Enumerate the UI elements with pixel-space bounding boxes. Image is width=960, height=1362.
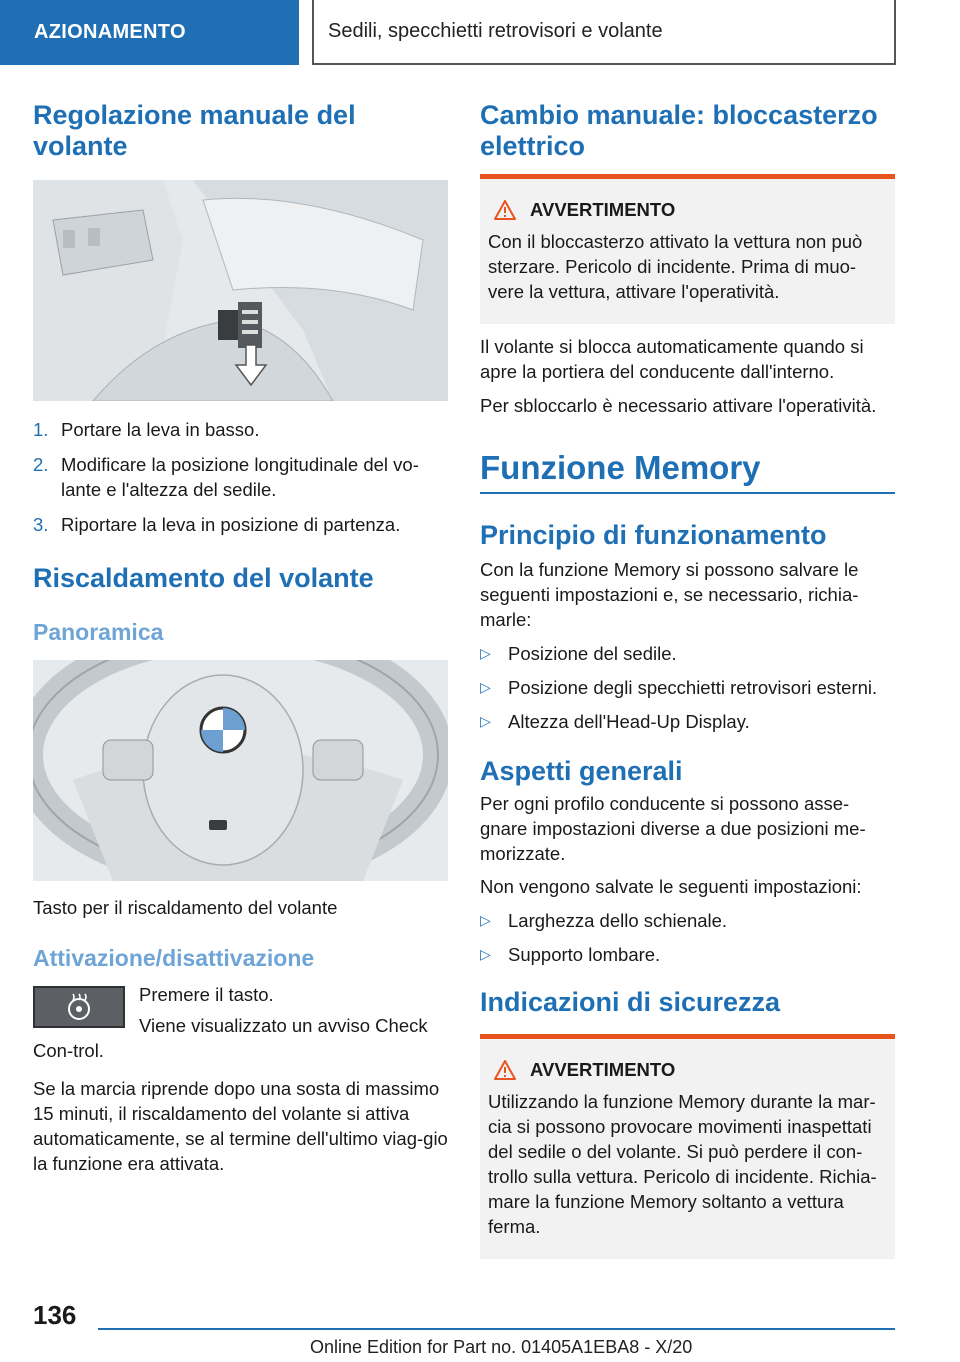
- memory-heading: Funzione Memory: [480, 449, 761, 486]
- warning-title-text: AVVERTIMENTO: [530, 199, 676, 220]
- left-column: [33, 100, 448, 1176]
- section-tab: [0, 0, 299, 65]
- chapter-label: Sedili, specchietti retrovisori e volante: [328, 20, 663, 42]
- bullet-triangle-icon: ▷: [480, 679, 491, 695]
- steering-lever-illustration: [33, 180, 448, 401]
- page-number: 136: [33, 1300, 77, 1330]
- warning-title-text: AVVERTIMENTO: [530, 1059, 676, 1080]
- activation-block: [33, 982, 448, 1063]
- principle-text: Con la funzione Memory si possono salvare le seguenti impostazioni e, se necessario, richia-marle:: [480, 559, 859, 630]
- warning-triangle-icon: [494, 200, 516, 220]
- heating-button-image: [33, 986, 125, 1028]
- step-text: Riportare la leva in posizione di partenza.: [61, 514, 401, 535]
- list-item-text: Posizione del sedile.: [508, 643, 677, 664]
- overview-heading: Panoramica: [33, 619, 164, 645]
- right-column: [480, 100, 895, 1259]
- step-item: [33, 452, 448, 502]
- list-item: [480, 709, 895, 734]
- warning-text: Con il bloccasterzo attivato la vettura non può sterzare. Pericolo di incidente. Prima di muo-vere la vettura, attivare l'operatività.: [488, 231, 863, 302]
- activation-step: Premere il tasto.: [139, 984, 274, 1005]
- activation-note: Viene visualizzato un avviso Check Con-trol.: [33, 1015, 428, 1061]
- edition-text: Online Edition for Part no. 01405A1EBA8 - X/20: [310, 1337, 693, 1357]
- steering-lever-figure: [33, 180, 448, 401]
- memory-heading-rule: [480, 492, 895, 494]
- steering-wheel-figure: [33, 660, 448, 881]
- not-saved-text: Non vengono salvate le seguenti impostazioni:: [480, 876, 862, 897]
- step-number: 2.: [33, 454, 49, 475]
- steering-wheel-illustration: [33, 660, 448, 881]
- step-item: [33, 512, 448, 537]
- steering-heat-icon: [64, 992, 94, 1022]
- activation-resume-text: Se la marcia riprende dopo una sosta di massimo 15 minuti, il riscaldamento del volante si attiva automaticamente, se al termine dell'ultimo viag-gio la funzione era attivata.: [33, 1078, 448, 1174]
- list-item-text: Larghezza dello schienale.: [508, 910, 728, 931]
- step-text: Modificare la posizione longitudinale del vo-lante e l'altezza del sedile.: [61, 454, 419, 500]
- list-item-text: Supporto lombare.: [508, 944, 661, 965]
- heating-caption: Tasto per il riscaldamento del volante: [33, 897, 338, 918]
- warning-box-memory: [480, 1034, 895, 1259]
- bullet-triangle-icon: ▷: [480, 912, 491, 928]
- adjust-steps-list: [33, 417, 448, 537]
- bullet-triangle-icon: ▷: [480, 645, 491, 661]
- list-item: [480, 942, 895, 967]
- list-item: [480, 641, 895, 666]
- principle-list: [480, 641, 895, 734]
- manual-adjust-heading: Regolazione manuale del volante: [33, 100, 356, 161]
- chapter-header: [312, 0, 896, 65]
- unlock-text: Per sbloccarlo è necessario attivare l'operatività.: [480, 395, 877, 416]
- lock-auto-text: Il volante si blocca automaticamente quando si apre la portiera del conducente dall'interno.: [480, 336, 864, 382]
- steering-lock-heading: Cambio manuale: bloccasterzo elettrico: [480, 100, 878, 161]
- list-item: [480, 908, 895, 933]
- heating-heading: Riscaldamento del volante: [33, 563, 374, 593]
- principle-heading: Principio di funzionamento: [480, 520, 827, 550]
- warning-box-lock: [480, 174, 895, 324]
- step-item: [33, 417, 448, 442]
- step-text: Portare la leva in basso.: [61, 419, 260, 440]
- warning-triangle-icon: [494, 1060, 516, 1080]
- activation-heading: Attivazione/disattivazione: [33, 945, 315, 971]
- section-label: AZIONAMENTO: [34, 21, 186, 43]
- list-item: [480, 675, 895, 700]
- safety-heading: Indicazioni di sicurezza: [480, 987, 781, 1017]
- warning-title: [488, 199, 887, 221]
- step-number: 3.: [33, 514, 49, 535]
- general-heading: Aspetti generali: [480, 756, 683, 786]
- warning-text: Utilizzando la funzione Memory durante la mar-cia si possono provocare movimenti inaspettati del sedile o del volante. Si può perdere il con-trollo sulla vettura. Pericolo di incidente. Richia-mare la funzione Memory soltanto a vettura ferma.: [488, 1091, 877, 1237]
- bullet-triangle-icon: ▷: [480, 713, 491, 729]
- general-text: Per ogni profilo conducente si possono asse-gnare impostazioni diverse a due posizioni me-morizzate.: [480, 793, 866, 864]
- step-number: 1.: [33, 419, 49, 440]
- list-item-text: Altezza dell'Head-Up Display.: [508, 711, 750, 732]
- not-saved-list: [480, 908, 895, 967]
- bullet-triangle-icon: ▷: [480, 946, 491, 962]
- warning-title: [488, 1059, 887, 1081]
- footer-rule: [98, 1328, 895, 1330]
- list-item-text: Posizione degli specchietti retrovisori esterni.: [508, 677, 878, 698]
